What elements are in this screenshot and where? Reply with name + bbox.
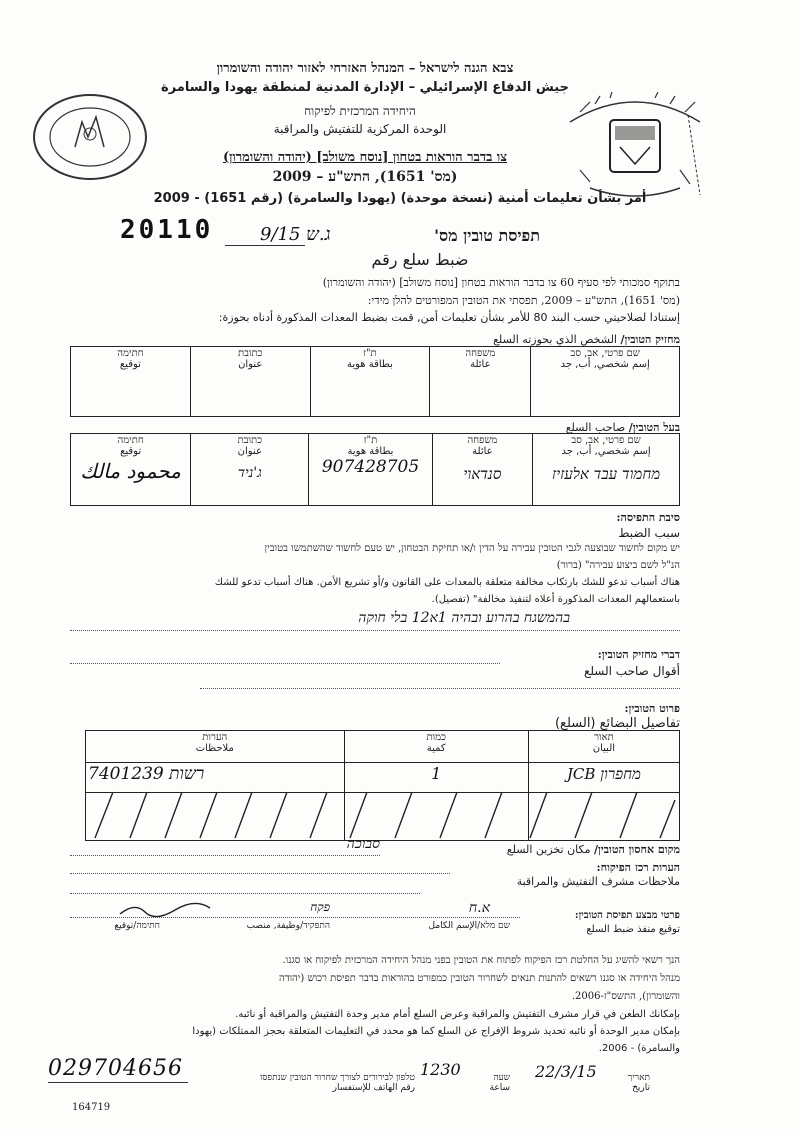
header-line-3: היחידה המרכזית לפיקוח <box>304 104 416 118</box>
owner-family-value: סנדאוי <box>463 465 502 483</box>
goods-col-quantity: כמות كمية <box>344 731 528 763</box>
owner-signature-value: محمود مالك <box>80 459 181 483</box>
notice-he-2: מנהל היחידה או סגנו רשאים להתנות תנאים לשחרור הטובין כמפורט בהוראות בדבר תפיסת רכוש (יהודה <box>278 973 680 984</box>
authority-line-1: בתוקף סמכותי לפי סעיף 60 צו בדבר הוראות בטחון [נוסח משולב] (יהודה והשומרון) <box>322 276 680 289</box>
owner-col-family: משפחה عائلة סנדאוי <box>432 434 532 506</box>
notice-ar-3: والسامرة) - 2006. <box>598 1043 680 1054</box>
storage-line <box>70 855 380 856</box>
date-label-ar: تاريخ <box>632 1083 650 1093</box>
serial-underline <box>225 245 305 246</box>
authority-line-2: (מס' 1651), התש"ע – 2009, תפסתי את הטובין המפורטים להלן מידי: <box>367 294 680 307</box>
statements-label-ar: أقوال صاحب السلع <box>583 664 680 678</box>
time-label-ar: ساعة <box>489 1083 510 1093</box>
phone-underline <box>48 1082 188 1083</box>
officer-notes-label-ar: ملاحظات مشرف التفتيش والمراقبة <box>516 875 680 888</box>
holder-label-he: מחזיק הטובין/ <box>620 333 680 346</box>
notice-ar-1: بإمكانك الطعن في قرار مشرف التفتيش والمراقبة وعرض السلع أمام مدير وحدة التفتيش والمراقبة أو نائبه. <box>235 1009 680 1020</box>
executor-label-he: פרטי מבצע תפיסת הטובין: <box>574 910 680 921</box>
authority-line-3: إستنادا لصلاحيتي حسب البند 80 للأمر بشأن تعليمات أمن, قمت بضبط المعدات المذكورة أدناه بحوزة: <box>218 311 680 324</box>
reason-label-he: סיבת התפיסה: <box>616 511 680 524</box>
statements-line-1 <box>70 663 500 664</box>
executor-name-value: א.ח <box>468 900 490 916</box>
holder-col-family: משפחה عائلة <box>430 347 531 417</box>
executor-col-name: שם מלא/الإسم الكامل <box>428 921 510 931</box>
goods-quantity-cell <box>344 763 528 793</box>
phone-label-he: טלפון לבירורים לצורך שחרור הטובין שנתפסו <box>259 1073 415 1083</box>
goods-label-ar: تفاصيل البضائع (السلع) <box>554 716 680 731</box>
officer-notes-line-2 <box>70 893 420 894</box>
left-seal <box>30 92 150 182</box>
reason-handwritten: בהמשגח בהרוע ובהיה 1א12 בלי חוקה <box>358 610 570 626</box>
storage-label <box>380 843 680 856</box>
notice-ar-2: بإمكان مدير الوحدة أو نائبه تحديد شروط الإفراج عن السلع كما هو محدد في التعليمات المتعلقة بحجز الممتلكات (يهودا <box>192 1026 680 1037</box>
owner-address-value: ג'ניד <box>237 465 262 481</box>
executor-col-signature: חתימה/توقيع <box>114 921 160 931</box>
form-title-ar: ضبط سلع رقم <box>371 250 469 269</box>
executor-label-ar: توقيع منفذ ضبط السلع <box>586 924 680 935</box>
phone-value: 029704656 <box>48 1056 183 1081</box>
statements-label-he: דברי מחזיק הטובין: <box>597 648 680 661</box>
header-line-1: צבא הגנה לישראל – המנהל האזרחי לאזור יהודה והשומרון <box>216 61 514 76</box>
executor-signature <box>115 898 235 922</box>
storage-label-he: מקום אחסון הטובין/ <box>594 843 680 856</box>
header-line-6: (מס' 1651), התש"ע – 2009 <box>272 169 458 185</box>
goods-col-notes: הערות ملاحظات <box>86 731 345 763</box>
owner-label-ar: صاحب السلع <box>565 421 626 434</box>
date-value: 22/3/15 <box>535 1062 597 1081</box>
reason-ar-text: هناك أسباب تدعو للشك بارتكاب مخالفة متعلقة بالمعدات على القانون و/أو تشريع الأمن. هناك أسباب تدعو للشك <box>214 577 680 588</box>
serial-number: 20110 <box>120 215 214 245</box>
header-line-2: جيش الدفاع الإسرائيلي – الإدارة المدنية لمنطقة يهودا والسامرة <box>161 80 569 95</box>
holder-table <box>70 346 680 417</box>
notice-he-1: הנך רשאי להשיג על החלטת רכז הפיקוח לפתוח את הטובין בפני מנהל היחידה המרכזית לפיקוח או סגנו. <box>282 955 680 966</box>
right-seal-side-text <box>680 110 710 200</box>
time-value: 1230 <box>420 1060 461 1079</box>
goods-description-cell <box>528 763 679 793</box>
reason-he-text-2: הנ"ל לשם ביצוע עבירה" (ברור) <box>556 560 680 571</box>
goods-quantity-value: 1 <box>431 764 442 783</box>
executor-role-value: פקח <box>310 900 330 914</box>
storage-label-ar: مكان تخزين السلع <box>506 843 591 856</box>
reason-label-ar: سبب الضبط <box>618 526 680 540</box>
time-label-he: שעה <box>493 1073 510 1083</box>
notice-he-3: והשומרון), התשס"ז-2006. <box>571 991 680 1002</box>
date-label <box>600 1072 650 1093</box>
owner-name-value: מחמוד עבד אלעזיז <box>552 465 661 483</box>
goods-notes-cell <box>86 763 345 793</box>
owner-table <box>70 433 680 506</box>
holder-col-address: כתובת عنوان <box>190 347 310 417</box>
goods-notes-value: 7401239 רשות <box>88 764 205 784</box>
time-label <box>470 1072 510 1093</box>
doc-code: 164719 <box>72 1102 111 1113</box>
form-title-he: תפיסת טובין מס' <box>434 226 540 245</box>
officer-notes-line-1 <box>70 873 450 874</box>
goods-col-description: תאור البيان <box>528 731 679 763</box>
phone-label <box>195 1072 415 1093</box>
storage-value: סבוכה <box>346 836 380 852</box>
executor-line <box>70 917 520 918</box>
holder-label <box>300 333 680 346</box>
goods-label-he: פרוט הטובין: <box>624 702 680 715</box>
reason-line-1 <box>70 630 680 631</box>
header-line-4: الوحدة المركزية للتفتيش والمراقبة <box>273 122 447 136</box>
owner-col-id: ת"ז بطاقة هوية 907428705 <box>309 434 432 506</box>
header-line-7: أمر بشأن تعليمات أمنية (نسخة موحدة) (يهودا والسامرة) (رقم 1651) - 2009 <box>153 191 647 206</box>
phone-label-ar: رقم الهاتف للإستفسار <box>332 1083 415 1093</box>
goods-description-value: מחפרון JCB <box>566 765 641 783</box>
goods-row <box>86 763 680 793</box>
header-line-5: צו בדבר הוראות בטחון [נוסח משולב] (יהודה והשומרון) <box>222 150 508 165</box>
owner-col-name: שם פרטי, אב, סב إسم شخصي, أب, جد מחמוד עבד אלעזיז <box>533 434 680 506</box>
reason-ar-text-2: باستعمالهم المعدات المذكورة أعلاه لتنفيذ مخالفة" (تفصيل). <box>431 594 680 605</box>
officer-notes-label-he: הערות רכז הפיקוח: <box>596 861 680 874</box>
owner-label-he: בעל הטובין/ <box>628 421 680 434</box>
holder-label-ar: الشخص الذي بحوزته السلع <box>493 333 617 346</box>
holder-col-id: ת"ז بطاقة هوية <box>310 347 430 417</box>
holder-col-name: שם פרטי, אב, סב إسم شخصي, أب, جد <box>531 347 680 417</box>
owner-id-value: 907428705 <box>321 457 420 477</box>
goods-empty-row <box>86 793 680 841</box>
executor-col-role: התפקיד/وظيفة, منصب <box>246 921 330 931</box>
handwritten-number: 9/15 ג.ש <box>260 224 331 245</box>
statements-line-2 <box>200 688 680 689</box>
owner-col-signature: חתימה توقيع محمود مالك <box>71 434 191 506</box>
reason-he-text: יש מקום לחשוד שבוצעה לגבי הטובין עבירה על הדין ו/או תחיקת הבטחון, יש טעם לחשוד שהשתמשו בטובין <box>264 543 680 554</box>
holder-col-signature: חתימה توقيع <box>71 347 191 417</box>
owner-col-address: כתובת عنوان ג'ניד <box>191 434 309 506</box>
goods-table <box>85 730 680 841</box>
date-label-he: תאריך <box>627 1073 650 1083</box>
